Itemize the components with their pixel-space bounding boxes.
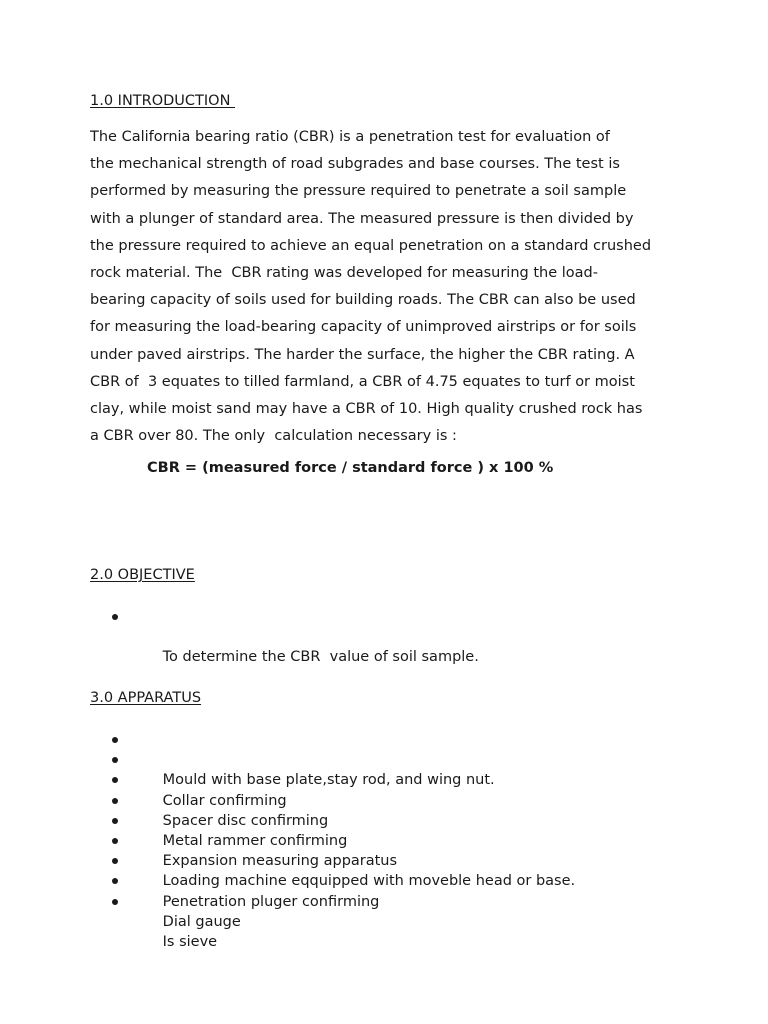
list-item-text: To determine the CBR value of soil sample. [162,649,479,666]
paragraph-line: for measuring the load-bearing capacity of unimproved airstrips or for soils [90,319,637,336]
bullet-icon [112,899,118,905]
list-item-text: Is sieve [162,933,218,950]
bullet-icon [112,858,118,864]
list-item-text: Mould with base plate,stay rod, and wing nut. [162,772,495,789]
introduction-paragraph [90,124,690,450]
list-item-text: Loading machine eqquipped with moveble head or base. [162,873,576,890]
paragraph-line: with a plunger of standard area. The measured pressure is then divided by [90,210,634,227]
bullet-icon [112,838,118,844]
bullet-icon [112,798,118,804]
paragraph-line: the mechanical strength of road subgrades and base courses. The test is [90,156,620,173]
paragraph-line: The California bearing ratio (CBR) is a penetration test for evaluation of [90,129,610,145]
paragraph-line: clay, while moist sand may have a CBR of 10. High quality crushed rock has [90,401,643,418]
paragraph-line: CBR of 3 equates to tilled farmland, a CBR of 4.75 equates to turf or moist [90,373,635,390]
bullet-icon [112,614,118,620]
list-item-text: Collar confirming [162,792,287,809]
list-item-text: Penetration pluger confirming [162,893,380,910]
objective-list [90,607,479,666]
bullet-icon [112,878,118,884]
section-heading-objective: 2.0 OBJECTIVE [90,567,195,583]
list-item [90,607,479,666]
paragraph-line: bearing capacity of soils used for building roads. The CBR can also be used [90,292,636,309]
section-heading-apparatus: 3.0 APPARATUS [90,690,202,706]
list-item-text: Metal rammer confirming [162,832,348,849]
paragraph-line: under paved airstrips. The harder the surface, the higher the CBR rating. A [90,346,635,363]
paragraph-line: performed by measuring the pressure required to penetrate a soil sample [90,183,627,200]
cbr-formula: CBR = (measured force / standard force ) x 100 % [147,460,554,476]
bullet-icon [112,757,118,763]
bullet-icon [112,737,118,743]
section-heading-introduction: 1.0 INTRODUCTION [90,93,236,109]
bullet-icon [112,777,118,783]
list-item [90,730,575,789]
paragraph-line: rock material. The CBR rating was developed for measuring the load- [90,265,598,282]
paragraph-line: a CBR over 80. The only calculation necessary is : [90,428,457,445]
bullet-icon [112,818,118,824]
list-item-text: Spacer disc confirming [162,812,329,829]
paragraph-line: the pressure required to achieve an equal penetration on a standard crushed [90,237,652,254]
list-item-text: Expansion measuring apparatus [162,853,398,870]
apparatus-list [90,730,576,950]
list-item-text: Dial gauge [162,913,241,930]
